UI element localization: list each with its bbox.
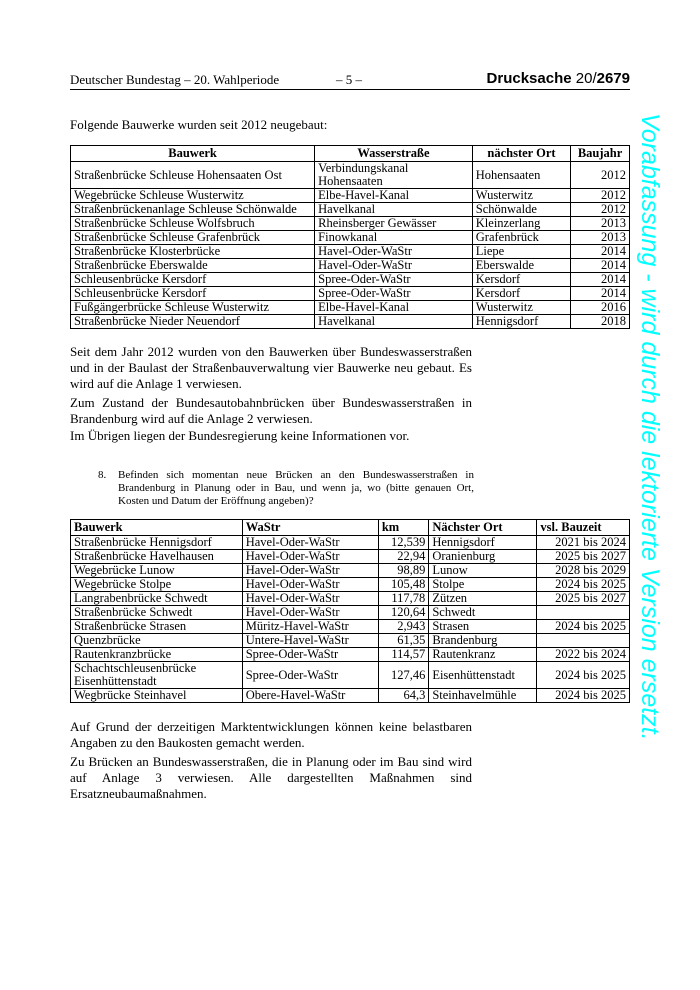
table-cell: Straßenbrücke Eberswalde bbox=[71, 259, 315, 273]
table-cell: Schwedt bbox=[429, 606, 537, 620]
table-row bbox=[71, 245, 630, 259]
table-cell: Straßenbrücke Schleuse Grafenbrück bbox=[71, 231, 315, 245]
table-cell: Straßenbrücke Havelhausen bbox=[71, 550, 243, 564]
table-cell: Müritz-Havel-WaStr bbox=[242, 620, 378, 634]
table-cell: Wegbrücke Steinhavel bbox=[71, 689, 243, 703]
table-row bbox=[71, 273, 630, 287]
table-cell: Langrabenbrücke Schwedt bbox=[71, 592, 243, 606]
doc-label: Drucksache bbox=[486, 70, 572, 87]
table-cell: Wegebrücke Lunow bbox=[71, 564, 243, 578]
table-body bbox=[71, 162, 630, 329]
table-cell: 98,89 bbox=[378, 564, 429, 578]
table-cell: 120,64 bbox=[378, 606, 429, 620]
table-cell: Havel-Oder-WaStr bbox=[242, 536, 378, 550]
table-cell: Straßenbrücke Strasen bbox=[71, 620, 243, 634]
paragraph: Seit dem Jahr 2012 wurden von den Bauwerken über Bundeswasserstraßen und in der Baulast der Straßenbauverwaltung vier Bauwerke neu gebaut. Es wird auf die Anlage 1 verwiesen. bbox=[70, 344, 472, 391]
table-cell: 2024 bis 2025 bbox=[537, 662, 630, 689]
table-cell: Havel-Oder-WaStr bbox=[242, 592, 378, 606]
paragraph: Auf Grund der derzeitigen Marktentwicklungen können keine belastbaren Angaben zu den Baukosten gemacht werden. bbox=[70, 719, 472, 750]
table-row bbox=[71, 634, 630, 648]
table-cell: Spree-Oder-WaStr bbox=[242, 648, 378, 662]
table-cell: Straßenbrückenanlage Schleuse Schönwalde bbox=[71, 203, 315, 217]
table-cell: Havel-Oder-WaStr bbox=[242, 606, 378, 620]
table-cell: Untere-Havel-WaStr bbox=[242, 634, 378, 648]
table-cell: 61,35 bbox=[378, 634, 429, 648]
table-cell: 2014 bbox=[571, 287, 630, 301]
table-cell: Straßenbrücke Hennigsdorf bbox=[71, 536, 243, 550]
table-body bbox=[71, 536, 630, 703]
table-cell: 2012 bbox=[571, 203, 630, 217]
table-cell: Spree-Oder-WaStr bbox=[315, 287, 473, 301]
table-cell: 117,78 bbox=[378, 592, 429, 606]
table-cell: 22,94 bbox=[378, 550, 429, 564]
header-rule bbox=[70, 89, 630, 90]
intro-text: Folgende Bauwerke wurden seit 2012 neugebaut: bbox=[70, 117, 328, 132]
col-header: Wasserstraße bbox=[315, 146, 473, 162]
table-cell: 64,3 bbox=[378, 689, 429, 703]
page-number: – 5 – bbox=[336, 72, 362, 87]
table-cell: 12,539 bbox=[378, 536, 429, 550]
table-cell: Liepe bbox=[472, 245, 570, 259]
table-header-row bbox=[71, 146, 630, 162]
table-row bbox=[71, 189, 630, 203]
table-cell: 2022 bis 2024 bbox=[537, 648, 630, 662]
table-row bbox=[71, 301, 630, 315]
table-row bbox=[71, 620, 630, 634]
table-cell: Fußgängerbrücke Schleuse Wusterwitz bbox=[71, 301, 315, 315]
table-row bbox=[71, 231, 630, 245]
table-row bbox=[71, 315, 630, 329]
table-cell: Kersdorf bbox=[472, 273, 570, 287]
table-cell: Kleinzerlang bbox=[472, 217, 570, 231]
question-block bbox=[98, 469, 474, 508]
table-cell: Havel-Oder-WaStr bbox=[242, 550, 378, 564]
table-cell: Havelkanal bbox=[315, 203, 473, 217]
table-cell: 2012 bbox=[571, 162, 630, 189]
document-number bbox=[487, 70, 630, 87]
table-cell: Hennigsdorf bbox=[472, 315, 570, 329]
table-cell: 2014 bbox=[571, 245, 630, 259]
table-cell: 127,46 bbox=[378, 662, 429, 689]
table-cell: 2013 bbox=[571, 217, 630, 231]
col-header: Bauwerk bbox=[71, 520, 243, 536]
table-cell: Rautenkranzbrücke bbox=[71, 648, 243, 662]
question-number: 8. bbox=[98, 469, 107, 481]
table-header-row bbox=[71, 520, 630, 536]
table-cell bbox=[537, 606, 630, 620]
table-cell: Spree-Oder-WaStr bbox=[315, 273, 473, 287]
table-cell: Brandenburg bbox=[429, 634, 537, 648]
table-cell: Straßenbrücke Schleuse Wolfsbruch bbox=[71, 217, 315, 231]
table-cell: Schleusenbrücke Kersdorf bbox=[71, 287, 315, 301]
table-cell: 2021 bis 2024 bbox=[537, 536, 630, 550]
table-cell: Wegebrücke Stolpe bbox=[71, 578, 243, 592]
doc-number: 2679 bbox=[596, 70, 630, 87]
table-cell: Grafenbrück bbox=[472, 231, 570, 245]
paragraph: Im Übrigen liegen der Bundesregierung keine Informationen vor. bbox=[70, 428, 410, 443]
table-cell: Zützen bbox=[429, 592, 537, 606]
table-cell: 2016 bbox=[571, 301, 630, 315]
table-cell: Hohensaaten bbox=[472, 162, 570, 189]
table-row bbox=[71, 162, 630, 189]
col-header: Bauwerk bbox=[71, 146, 315, 162]
bauwerke-table bbox=[70, 145, 630, 329]
table-cell: Elbe-Havel-Kanal bbox=[315, 301, 473, 315]
table-cell: Eisenhüttenstadt bbox=[429, 662, 537, 689]
table-cell: Lunow bbox=[429, 564, 537, 578]
table-cell: Eberswalde bbox=[472, 259, 570, 273]
col-header: vsl. Bauzeit bbox=[537, 520, 630, 536]
table-cell: Straßenbrücke Klosterbrücke bbox=[71, 245, 315, 259]
table-row bbox=[71, 578, 630, 592]
table-cell: Havel-Oder-WaStr bbox=[242, 564, 378, 578]
table-cell: 2025 bis 2027 bbox=[537, 550, 630, 564]
table-cell: Spree-Oder-WaStr bbox=[242, 662, 378, 689]
table-row bbox=[71, 550, 630, 564]
table-cell: 2014 bbox=[571, 259, 630, 273]
table-row bbox=[71, 536, 630, 550]
table-cell: Havel-Oder-WaStr bbox=[315, 259, 473, 273]
table-cell: Quenzbrücke bbox=[71, 634, 243, 648]
table-cell: Havelkanal bbox=[315, 315, 473, 329]
doc-prefix: 20/ bbox=[575, 70, 597, 87]
table-cell: 2018 bbox=[571, 315, 630, 329]
table-cell: 2,943 bbox=[378, 620, 429, 634]
table-row bbox=[71, 564, 630, 578]
col-header: nächster Ort bbox=[472, 146, 570, 162]
table-cell bbox=[537, 634, 630, 648]
table-cell: 2024 bis 2025 bbox=[537, 689, 630, 703]
table-cell: Straßenbrücke Schwedt bbox=[71, 606, 243, 620]
table-row bbox=[71, 217, 630, 231]
table-cell: Schachtschleusenbrücke Eisenhüttenstadt bbox=[71, 662, 243, 689]
table-cell: Steinhavelmühle bbox=[429, 689, 537, 703]
table-cell: 2012 bbox=[571, 189, 630, 203]
table-cell: Elbe-Havel-Kanal bbox=[315, 189, 473, 203]
table-cell: Straßenbrücke Nieder Neuendorf bbox=[71, 315, 315, 329]
paragraph: Zum Zustand der Bundesautobahnbrücken über Bundeswasserstraßen in Brandenburg wird auf die Anlage 2 verwiesen. bbox=[70, 395, 472, 426]
col-header: Baujahr bbox=[571, 146, 630, 162]
col-header: WaStr bbox=[242, 520, 378, 536]
table-cell: Stolpe bbox=[429, 578, 537, 592]
header-title: Deutscher Bundestag – 20. Wahlperiode bbox=[70, 72, 280, 87]
table-cell: 2013 bbox=[571, 231, 630, 245]
table-cell: Schleusenbrücke Kersdorf bbox=[71, 273, 315, 287]
table-row bbox=[71, 689, 630, 703]
table-cell: Wegebrücke Schleuse Wusterwitz bbox=[71, 189, 315, 203]
table-cell: 2024 bis 2025 bbox=[537, 578, 630, 592]
table-cell: Wusterwitz bbox=[472, 189, 570, 203]
table-cell: Havel-Oder-WaStr bbox=[315, 245, 473, 259]
table-cell: 114,57 bbox=[378, 648, 429, 662]
draft-watermark: Vorabfassung - wird durch die lektorierte Version ersetzt. bbox=[636, 113, 664, 741]
table-cell: Kersdorf bbox=[472, 287, 570, 301]
table-cell: 105,48 bbox=[378, 578, 429, 592]
table-cell: 2024 bis 2025 bbox=[537, 620, 630, 634]
table-cell: Oranienburg bbox=[429, 550, 537, 564]
table-cell: Straßenbrücke Schleuse Hohensaaten Ost bbox=[71, 162, 315, 189]
table-row bbox=[71, 287, 630, 301]
table-cell: Schönwalde bbox=[472, 203, 570, 217]
col-header: km bbox=[378, 520, 429, 536]
table-cell: Obere-Havel-WaStr bbox=[242, 689, 378, 703]
table-cell: 2028 bis 2029 bbox=[537, 564, 630, 578]
question-text: Befinden sich momentan neue Brücken an den Bundeswasserstraßen in Brandenburg in Planung oder in Bau, und wenn ja, wo (bitte genauen Ort, Kosten und Datum der Eröffnung angeben)? bbox=[118, 469, 474, 507]
table-cell: Strasen bbox=[429, 620, 537, 634]
table-cell: Finowkanal bbox=[315, 231, 473, 245]
table-row bbox=[71, 606, 630, 620]
table-cell: Rheinsberger Gewässer bbox=[315, 217, 473, 231]
col-header: Nächster Ort bbox=[429, 520, 537, 536]
planned-bridges-table bbox=[70, 519, 630, 703]
table-cell: Hennigsdorf bbox=[429, 536, 537, 550]
table-row bbox=[71, 592, 630, 606]
table-row bbox=[71, 648, 630, 662]
table-row bbox=[71, 662, 630, 689]
table-row bbox=[71, 259, 630, 273]
paragraph: Zu Brücken an Bundeswasserstraßen, die in Planung oder im Bau sind wird auf Anlage 3 verwiesen. Alle dargestellten Maßnahmen sind Ersatzneubaumaßnahmen. bbox=[70, 754, 472, 801]
table-cell: 2014 bbox=[571, 273, 630, 287]
table-cell: Rautenkranz bbox=[429, 648, 537, 662]
table-cell: Verbindungskanal Hohensaaten bbox=[315, 162, 473, 189]
table-row bbox=[71, 203, 630, 217]
table-cell: Wusterwitz bbox=[472, 301, 570, 315]
table-cell: Havel-Oder-WaStr bbox=[242, 578, 378, 592]
table-cell: 2025 bis 2027 bbox=[537, 592, 630, 606]
